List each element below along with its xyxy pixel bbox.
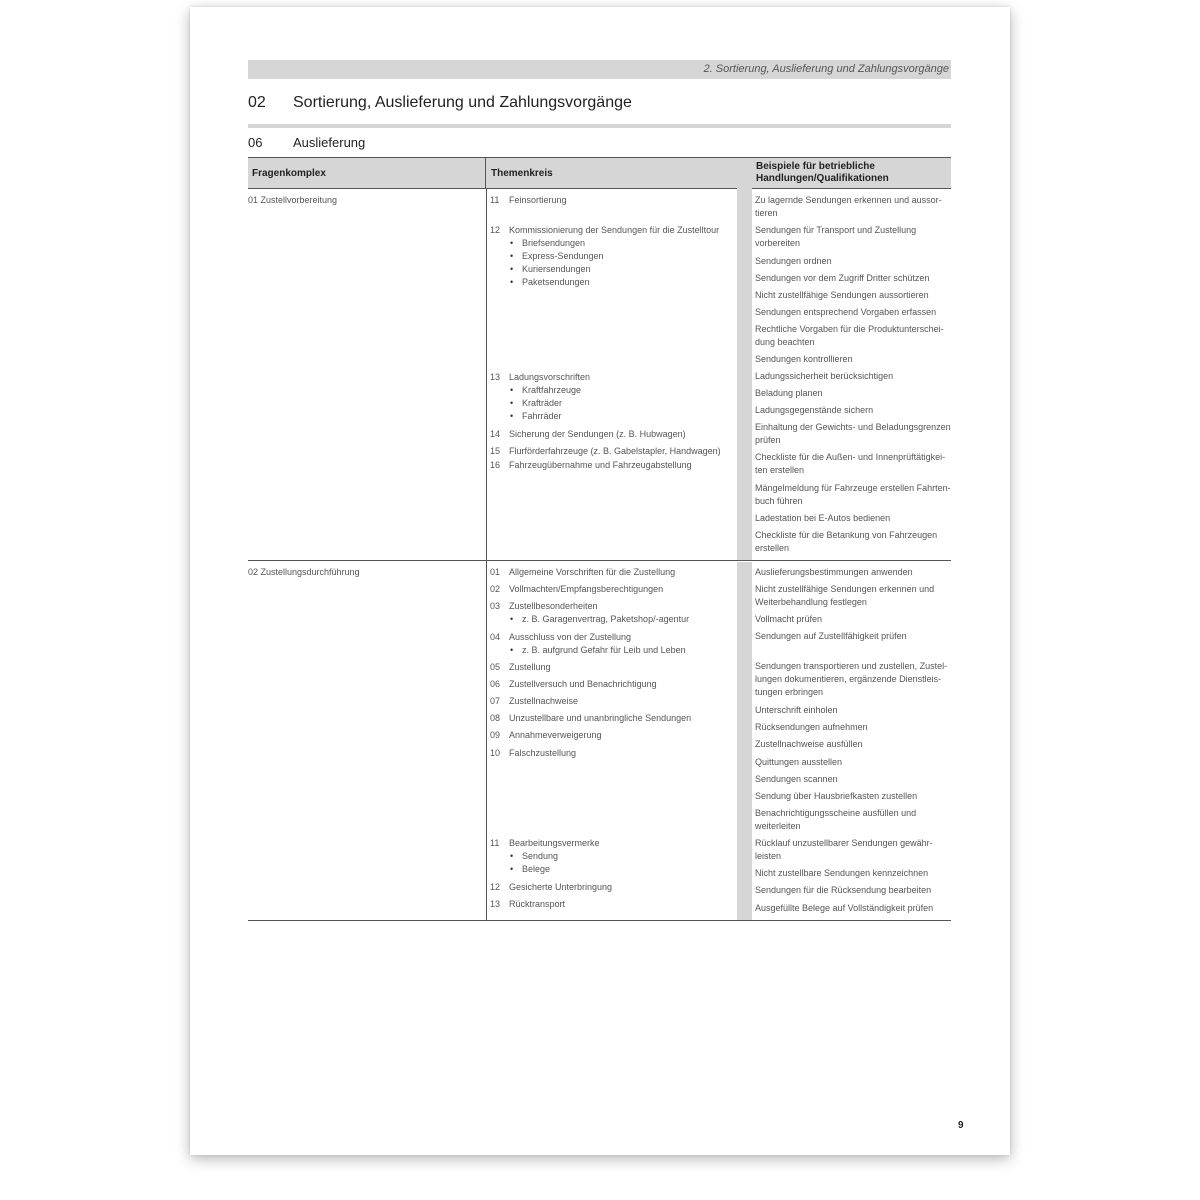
example-item: Rücksendungen aufnehmen xyxy=(755,722,868,732)
topic-number: 05 xyxy=(490,662,501,672)
topic-bullet: • Belege xyxy=(510,863,550,876)
topic-bullet: • Express-Sendungen xyxy=(510,250,604,263)
example-item: Rücklauf unzustellbarer Sendungen gewähr- leisten xyxy=(755,838,933,861)
topic-number: 03 xyxy=(490,601,501,611)
topic-text: Sicherung der Sendungen (z. B. Hubwagen) xyxy=(509,429,686,439)
topic-text: Feinsortierung xyxy=(509,195,567,205)
topic-text: Ausschluss von der Zustellung xyxy=(509,632,632,642)
example-item: Sendungen kontrollieren xyxy=(755,354,853,364)
topic-number: 12 xyxy=(490,882,501,892)
topic-text: Unzustellbare und unanbringliche Sendungen xyxy=(509,713,692,723)
example-item: Einhaltung der Gewichts- und Beladungsgrenzen prüfen xyxy=(755,422,951,445)
topic-text: Vollmachten/Empfangsberechtigungen xyxy=(509,584,664,594)
header-themenkreis: Themenkreis xyxy=(491,168,553,179)
topic-text: Bearbeitungsvermerke xyxy=(509,838,600,848)
example-item: Zu lagernde Sendungen erkennen und aussor- tieren xyxy=(755,195,942,218)
table-header xyxy=(248,157,951,189)
example-item: Ausgefüllte Belege auf Vollständigkeit prüfen xyxy=(755,903,934,913)
topic-text: Allgemeine Vorschriften für die Zustellung xyxy=(509,567,676,577)
example-item: Sendungen vor dem Zugriff Dritter schützen xyxy=(755,273,930,283)
example-item: Benachrichtigungsscheine ausfüllen und weiterleiten xyxy=(755,808,917,831)
topic-number: 14 xyxy=(490,429,501,439)
shade-strip xyxy=(737,188,752,560)
topic-number: 16 xyxy=(490,460,501,470)
chapter-number: 02 xyxy=(248,94,266,111)
example-item: Quittungen ausstellen xyxy=(755,757,843,767)
example-item: Sendungen entsprechend Vorgaben erfassen xyxy=(755,307,937,317)
header-fragenkomplex: Fragenkomplex xyxy=(252,168,326,179)
section-number: 06 xyxy=(248,135,263,150)
example-item: Beladung planen xyxy=(755,388,823,398)
example-item: Mängelmeldung für Fahrzeuge erstellen Fahrten- buch führen xyxy=(755,483,951,506)
topic-number: 15 xyxy=(490,446,501,456)
header-beispiele: Beispiele für betriebliche Handlungen/Qualifikationen xyxy=(756,161,889,184)
example-item: Nicht zustellbare Sendungen kennzeichnen xyxy=(755,868,929,878)
example-item: Ladestation bei E-Autos bedienen xyxy=(755,513,891,523)
example-item: Rechtliche Vorgaben für die Produktunterschei- dung beachten xyxy=(755,324,944,347)
topic-bullet: • Kraftfahrzeuge xyxy=(510,384,581,397)
topic-number: 04 xyxy=(490,632,501,642)
topic-bullet: • Fahrräder xyxy=(510,410,562,423)
topic-bullet: • Briefsendungen xyxy=(510,237,585,250)
topic-text: Fahrzeugübernahme und Fahrzeugabstellung xyxy=(509,460,692,470)
topic-bullet: • z. B. Garagenvertrag, Paketshop/-agentur xyxy=(510,613,689,626)
example-item: Sendungen scannen xyxy=(755,774,838,784)
example-item: Auslieferungsbestimmungen anwenden xyxy=(755,567,913,577)
section-heading xyxy=(248,135,365,150)
topic-number: 07 xyxy=(490,696,501,706)
example-item: Sendungen für die Rücksendung bearbeiten xyxy=(755,885,932,895)
topic-text: Annahmeverweigerung xyxy=(509,730,602,740)
topic-number: 13 xyxy=(490,899,501,909)
example-item: Sendung über Hausbriefkasten zustellen xyxy=(755,791,918,801)
topic-number: 13 xyxy=(490,372,501,382)
topic-number: 01 xyxy=(490,567,501,577)
topic-number: 09 xyxy=(490,730,501,740)
column-divider xyxy=(486,188,487,920)
shade-strip xyxy=(737,562,752,920)
chapter-rule xyxy=(248,124,951,128)
example-item: Sendungen ordnen xyxy=(755,256,832,266)
example-item: Sendungen für Transport und Zustellung vorbereiten xyxy=(755,225,917,248)
topic-number: 02 xyxy=(490,584,501,594)
table-bottom-rule xyxy=(248,920,951,921)
topic-number: 08 xyxy=(490,713,501,723)
topic-text: Gesicherte Unterbringung xyxy=(509,882,613,892)
topic-text: Falschzustellung xyxy=(509,748,577,758)
topic-text: Flurförderfahrzeuge (z. B. Gabelstapler, Handwagen) xyxy=(509,446,721,456)
column-divider xyxy=(485,158,486,188)
complex-zustellungsdurchfuehrung: 02 Zustellungsdurchführung xyxy=(248,567,360,577)
example-item: Sendungen transportieren und zustellen, Zustel- lungen dokumentieren, ergänzende Dienstleis- tungen erbringen xyxy=(755,661,948,697)
example-item: Vollmacht prüfen xyxy=(755,614,823,624)
example-item: Nicht zustellfähige Sendungen aussortieren xyxy=(755,290,929,300)
topic-text: Zustellnachweise xyxy=(509,696,579,706)
example-item: Checkliste für die Betankung von Fahrzeugen erstellen xyxy=(755,530,938,553)
topic-number: 10 xyxy=(490,748,501,758)
running-head: 2. Sortierung, Auslieferung und Zahlungsvorgänge xyxy=(248,60,951,79)
example-item: Ladungssicherheit berücksichtigen xyxy=(755,371,894,381)
row-divider xyxy=(248,560,951,561)
topic-bullet: • Krafträder xyxy=(510,397,562,410)
topic-text: Zustellung xyxy=(509,662,551,672)
topic-number: 11 xyxy=(490,838,500,848)
topic-bullet: • Sendung xyxy=(510,850,558,863)
example-item: Zustellnachweise ausfüllen xyxy=(755,739,863,749)
topic-number: 06 xyxy=(490,679,501,689)
topic-bullet: • z. B. aufgrund Gefahr für Leib und Leben xyxy=(510,644,686,657)
complex-zustellvorbereitung: 01 Zustellvorbereitung xyxy=(248,195,338,205)
chapter-title: Sortierung, Auslieferung und Zahlungsvorgänge xyxy=(293,94,632,111)
topic-bullet: • Paketsendungen xyxy=(510,276,590,289)
topic-text: Zustellbesonderheiten xyxy=(509,601,598,611)
section-title: Auslieferung xyxy=(293,135,366,150)
document-page xyxy=(190,7,1010,1155)
topic-text: Kommissionierung der Sendungen für die Zustelltour xyxy=(509,225,720,235)
example-item: Nicht zustellfähige Sendungen erkennen und Weiterbehandlung festlegen xyxy=(755,584,935,607)
topic-text: Zustellversuch und Benachrichtigung xyxy=(509,679,657,689)
topic-bullet: • Kuriersendungen xyxy=(510,263,591,276)
topic-text: Rücktransport xyxy=(509,899,566,909)
example-item: Checkliste für die Außen- und Innenprüftätigkei- ten erstellen xyxy=(755,452,946,475)
topic-number: 12 xyxy=(490,225,501,235)
topic-number: 11 xyxy=(490,195,500,205)
example-item: Ladungsgegenstände sichern xyxy=(755,405,874,415)
page-number: 9 xyxy=(958,1120,964,1131)
topic-text: Ladungsvorschriften xyxy=(509,372,591,382)
example-item: Unterschrift einholen xyxy=(755,705,838,715)
example-item: Sendungen auf Zustellfähigkeit prüfen xyxy=(755,631,907,641)
chapter-heading xyxy=(248,94,632,112)
